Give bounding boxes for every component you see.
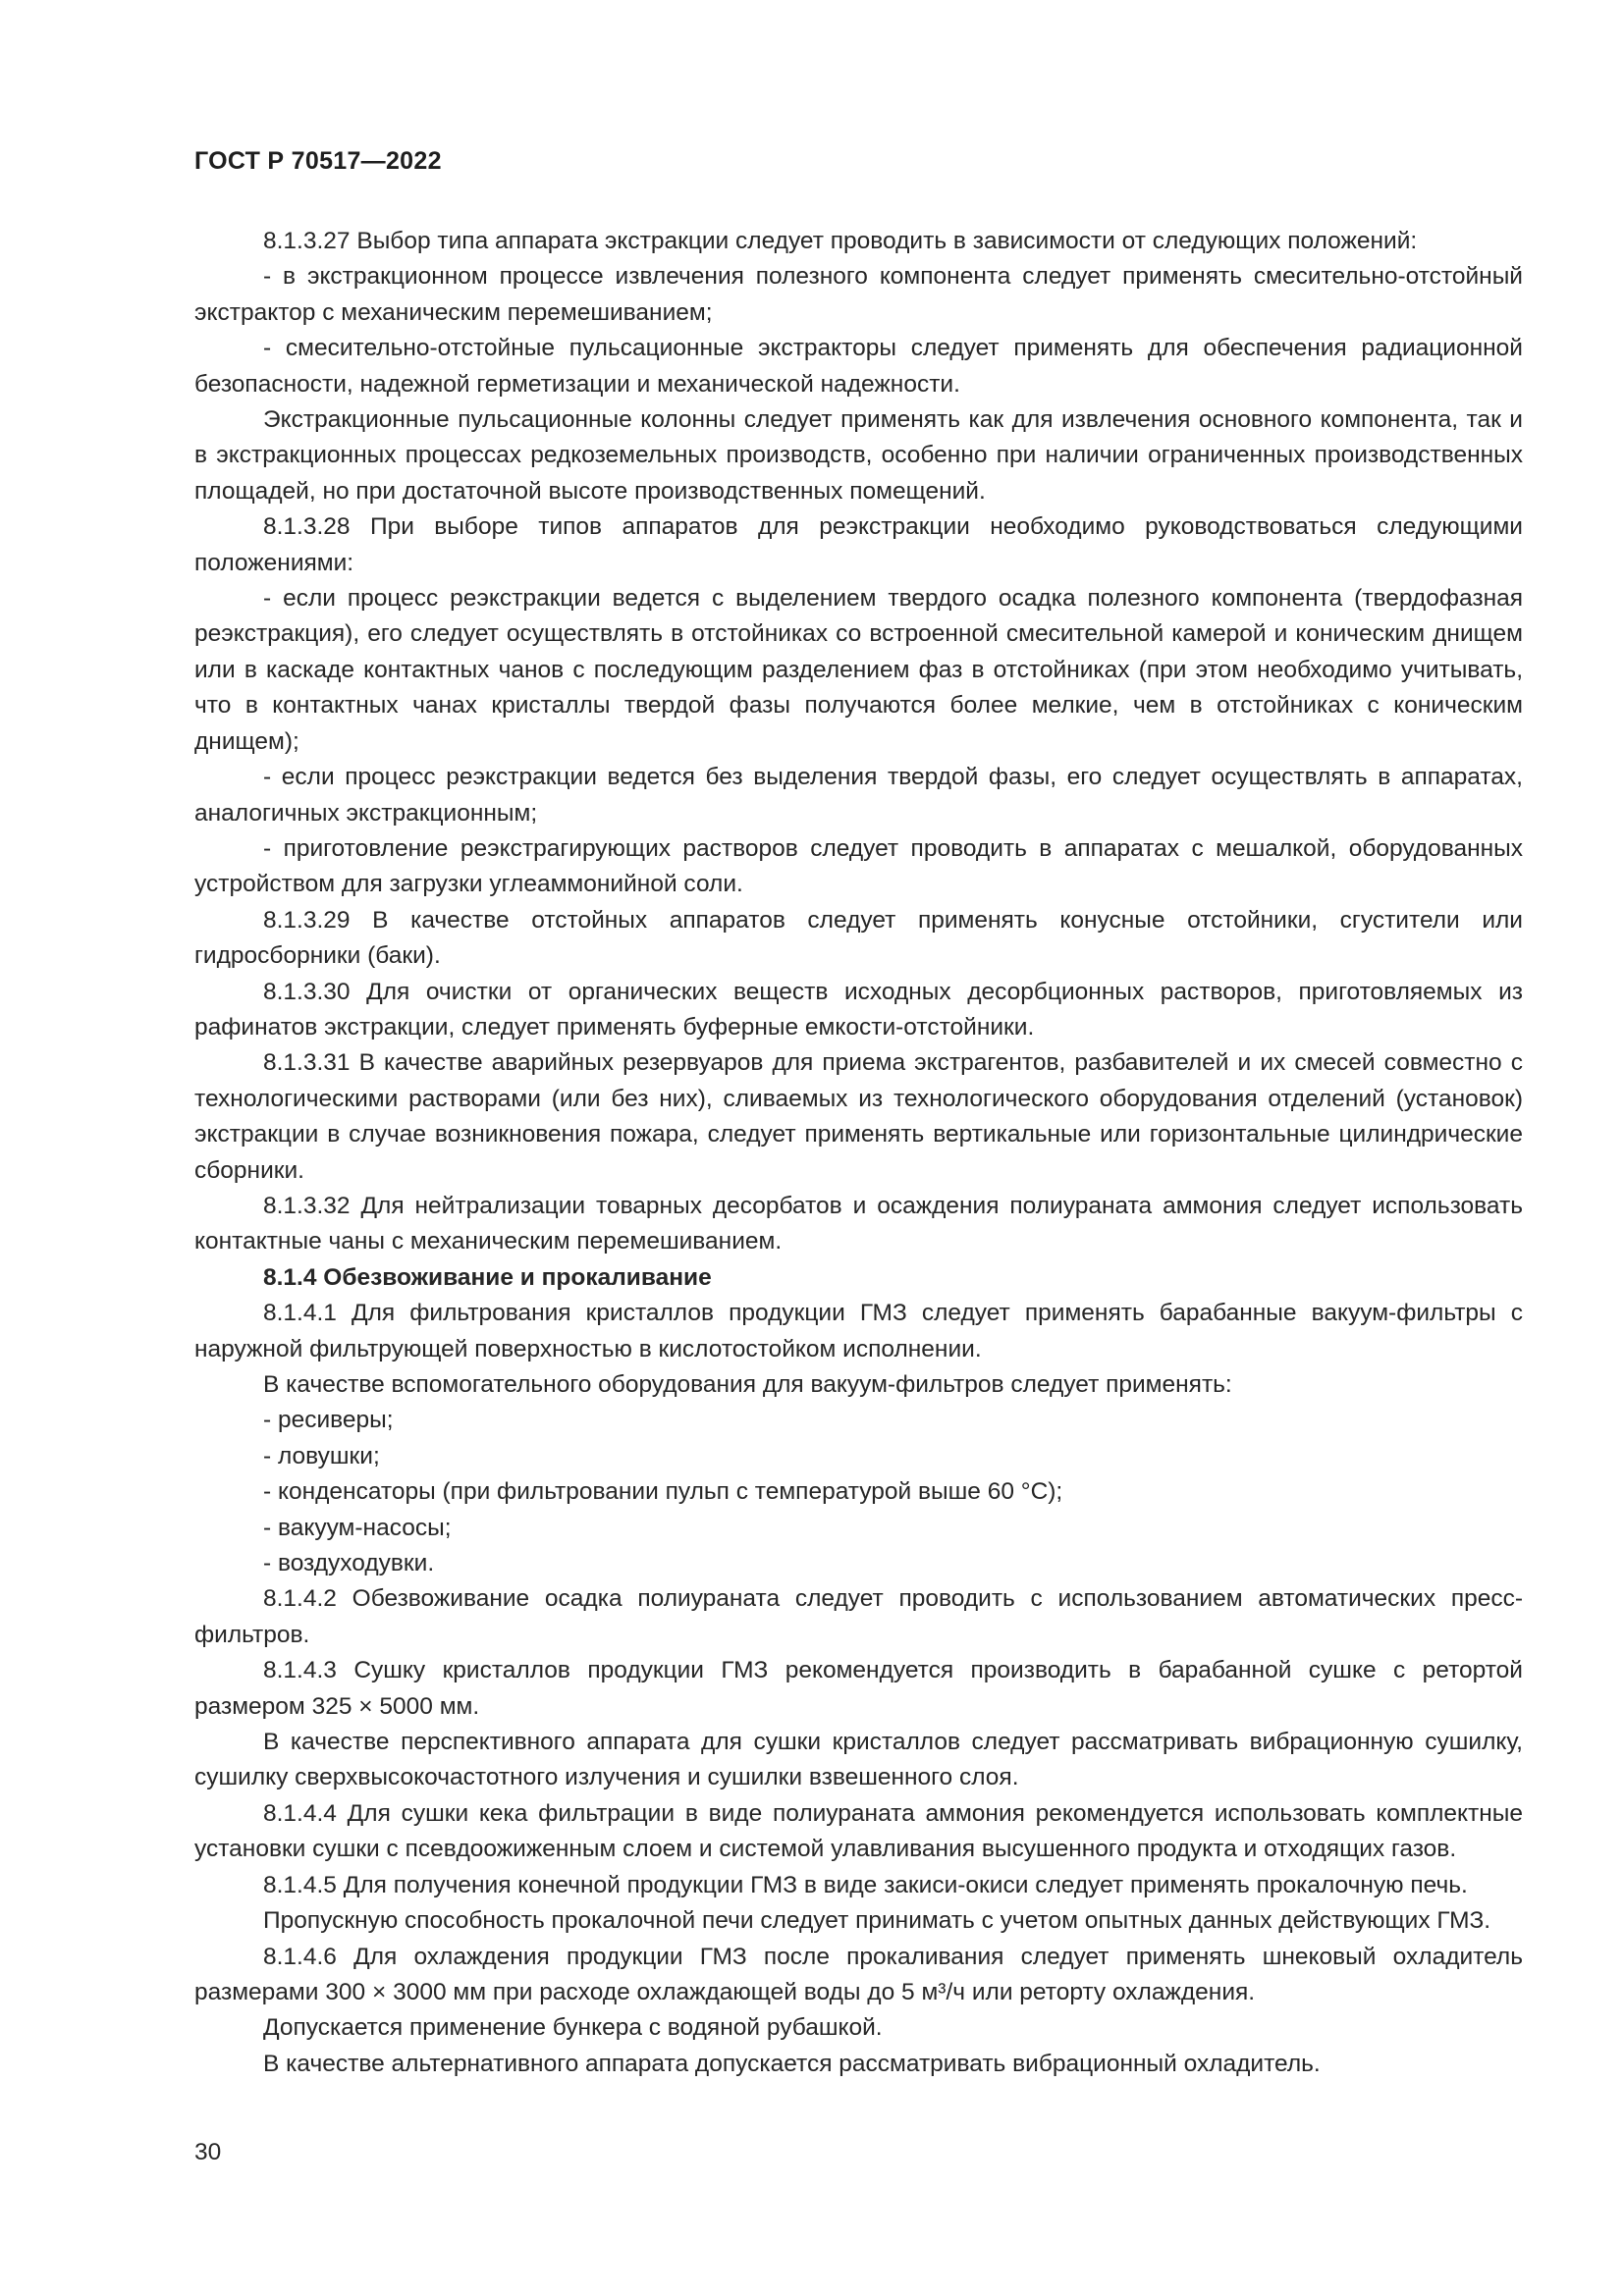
paragraph: Допускается применение бункера с водяной рубашкой. <box>263 2014 883 2042</box>
paragraph: 8.1.4.4 Для сушки кека фильтрации в виде полиураната аммония рекомендуется использовать комплектные установки сушки с псевдоожиженным слоем и системой улавливания высушенного продукта и отходящих газов. <box>194 1799 1523 1863</box>
document-header: ГОСТ Р 70517—2022 <box>194 147 442 175</box>
paragraph: Пропускную способность прокалочной печи следует принимать с учетом опытных данных действующих ГМЗ. <box>263 1907 1491 1935</box>
list-item: - смесительно-отстойные пульсационные экстракторы следует применять для обеспечения радиационной безопасности, надежной герметизации и механической надежности. <box>194 335 1523 398</box>
document-body <box>194 224 1523 2082</box>
list-item: - если процесс реэкстракции ведется с выделением твердого осадка полезного компонента (твердофазная реэкстракция), его следует осуществлять в отстойниках со встроенной смесительной камерой и коническим днищем или в каскаде контактных чанов с последующим разделением фаз в отстойниках (при этом необходимо учитывать, что в контактных чанах кристаллы твердой фазы получаются более мелкие, чем в отстойниках с коническим днищем); <box>194 585 1523 755</box>
list-item: - воздуходувки. <box>263 1550 435 1577</box>
paragraph: В качестве перспективного аппарата для сушки кристаллов следует рассматривать вибрационную сушилку, сушилку сверхвысокочастотного излучения и сушилки взвешенного слоя. <box>194 1729 1523 1791</box>
list-item: - приготовление реэкстрагирующих растворов следует проводить в аппаратах с мешалкой, оборудованных устройством для загрузки углеаммонийной соли. <box>194 834 1523 898</box>
paragraph: 8.1.4.3 Сушку кристаллов продукции ГМЗ рекомендуется производить в барабанной сушке с ретортой размером 325 × 5000 мм. <box>194 1657 1523 1720</box>
list-item: - ресиверы; <box>263 1407 394 1434</box>
paragraph: 8.1.4.5 Для получения конечной продукции ГМЗ в виде закиси-окиси следует применять прокалочную печь. <box>263 1871 1468 1898</box>
paragraph: 8.1.3.31 В качестве аварийных резервуаров для приема экстрагентов, разбавителей и их смесей совместно с технологическими растворами (или без них), сливаемых из технологического оборудования отделений (установок) экстракции в случае возникновения пожара, следует применять вертикальные или горизонтальные цилиндрические сборники. <box>194 1049 1523 1184</box>
list-item: - вакуум-насосы; <box>263 1514 452 1541</box>
paragraph: В качестве вспомогательного оборудования для вакуум-фильтров следует применять: <box>263 1371 1232 1398</box>
paragraph: В качестве альтернативного аппарата допускается рассматривать вибрационный охладитель. <box>263 2050 1321 2077</box>
paragraph: 8.1.3.29 В качестве отстойных аппаратов следует применять конусные отстойники, сгустители или гидросборники (баки). <box>194 906 1523 970</box>
page-number: 30 <box>194 2139 222 2165</box>
list-item: - ловушки; <box>263 1442 380 1469</box>
list-item: - в экстракционном процессе извлечения полезного компонента следует применять смесительно-отстойный экстрактор с механическим перемешиванием; <box>194 263 1523 326</box>
paragraph: 8.1.4.6 Для охлаждения продукции ГМЗ после прокаливания следует применять шнековый охладитель размерами 300 × 3000 мм при расходе охлаждающей воды до 5 м³/ч или реторту охлаждения. <box>194 1943 1523 2005</box>
list-item: - конденсаторы (при фильтровании пульп с температурой выше 60 °C); <box>263 1478 1063 1506</box>
paragraph: 8.1.3.27 Выбор типа аппарата экстракции следует проводить в зависимости от следующих положений: <box>263 228 1418 254</box>
paragraph: 8.1.3.30 Для очистки от органических веществ исходных десорбционных растворов, приготовляемых из рафинатов экстракции, следует применять буферные емкости-отстойники. <box>194 978 1523 1041</box>
paragraph: 8.1.4.1 Для фильтрования кристаллов продукции ГМЗ следует применять барабанные вакуум-фильтры с наружной фильтрующей поверхностью в кислотостойком исполнении. <box>194 1300 1523 1362</box>
list-item: - если процесс реэкстракции ведется без выделения твердой фазы, его следует осуществлять в аппаратах, аналогичных экстракционным; <box>194 764 1523 827</box>
paragraph: 8.1.3.32 Для нейтрализации товарных десорбатов и осаждения полиураната аммония следует использовать контактные чаны с механическим перемешиванием. <box>194 1192 1523 1255</box>
section-heading: 8.1.4 Обезвоживание и прокаливание <box>263 1263 712 1291</box>
paragraph: Экстракционные пульсационные колонны следует применять как для извлечения основного компонента, так и в экстракционных процессах редкоземельных производств, особенно при наличии ограниченных производственных площадей, но при достаточной высоте производственных помещений. <box>194 406 1523 505</box>
paragraph: 8.1.3.28 При выборе типов аппаратов для реэкстракции необходимо руководствоваться следующими положениями: <box>194 513 1523 576</box>
paragraph: 8.1.4.2 Обезвоживание осадка полиураната следует проводить с использованием автоматических пресс-фильтров. <box>194 1585 1523 1648</box>
